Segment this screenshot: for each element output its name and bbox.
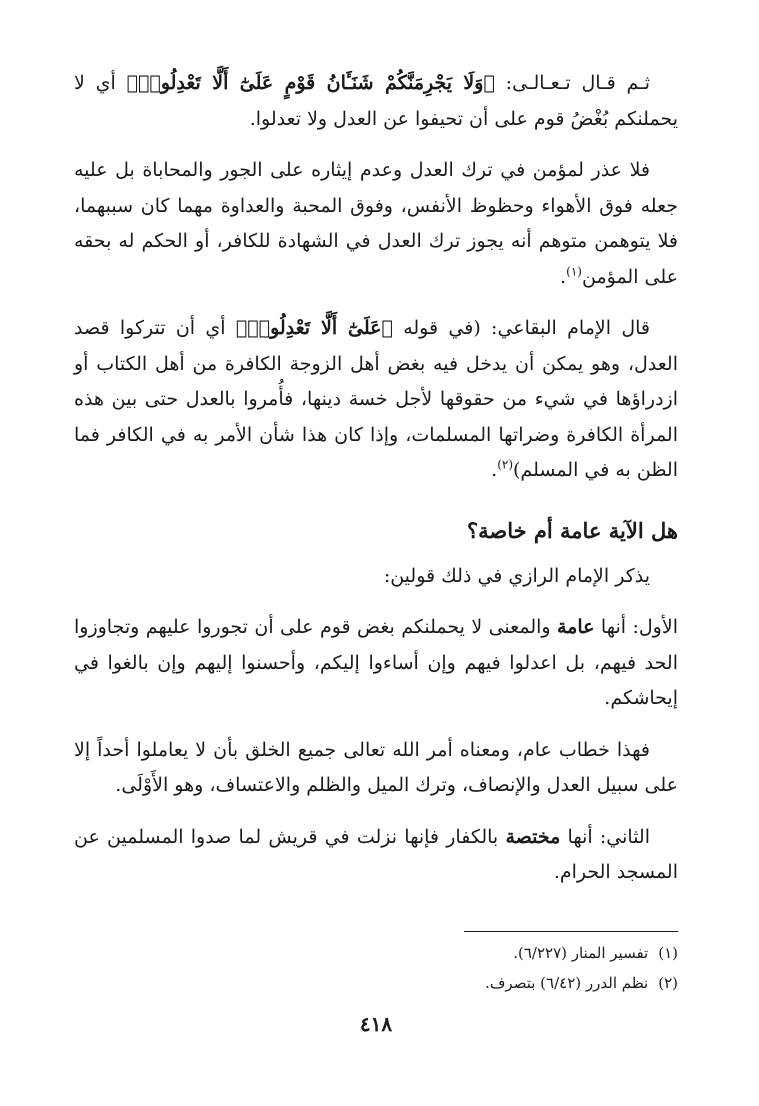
paragraph-2-tail: . <box>560 265 567 288</box>
footnotes <box>74 938 678 998</box>
quran-verse: ﴿عَلَىٰٓ أَلَّا تَعْدِلُوا۟﴾ <box>235 317 393 339</box>
paragraph-3-lead: قال الإمام البقاعي: (في قوله <box>392 317 650 339</box>
section-heading: هل الآية عامة أم خاصة؟ <box>466 517 678 543</box>
paragraph-1 <box>74 66 678 137</box>
footnote-text: نظم الدرر (٦/٤٢) بتصرف. <box>485 974 649 992</box>
footnote-divider <box>464 931 678 932</box>
paragraph-2 <box>74 153 678 295</box>
paragraph-6: فهذا خطاب عام، ومعناه أمر الله تعالى جميع الخلق بأن لا يعاملوا أحداً إلا على سبيل العدل والإنصاف، وترك الميل والظلم والاعتساف، وهو الأَوْلَى. <box>74 738 678 796</box>
page-number: ٤١٨ <box>359 1012 393 1036</box>
footnote-ref-2[interactable]: (٢) <box>497 457 514 472</box>
footnote-ref-1[interactable]: (١) <box>566 264 582 279</box>
paragraph-5-text: والمعنى لا يحملنكم بغض قوم على أن تجوروا عليهم وتجاوزوا الحد فيهم، بل اعدلوا فيهم وإن أساءوا إليكم، وأحسنوا إليهم وإن بالغوا في إيحاشكم. <box>74 616 678 709</box>
keyword-specific: مختصة <box>505 825 561 848</box>
paragraph-1-lead: ثـم قـال تـعـالـى: <box>494 72 650 94</box>
paragraph-4: يذكر الإمام الرازي في ذلك قولين: <box>383 564 650 587</box>
paragraph-7 <box>74 820 678 891</box>
footnote-text: تفسير المنار (٦/٢٢٧). <box>513 944 649 962</box>
paragraph-7-text: بالكفار فإنها نزلت في قريش لما صدوا المسلمين عن المسجد الحرام. <box>74 825 678 883</box>
paragraph-3-text: أي أن تتركوا قصد العدل، وهو يمكن أن يدخل فيه بغض أهل الزوجة الكافرة من أهل الكتاب أو ازدراؤها في شيء من حقوقها لأجل خسة دينها، فأُمروا بالعدل حتى بين هذه المرأة الكافرة وضراتها المسلمات، وإذا كان هذا شأن الأمر به في الكافر فما الظن به في المسلم) <box>74 317 678 481</box>
paragraph-3 <box>74 311 678 489</box>
paragraph-2-text: فلا عذر لمؤمن في ترك العدل وعدم إيثاره على الجور والمحاباة بل عليه جعله فوق الأهواء وحظوظ الأنفس، وفوق المحبة والعداوة مهما كان سببهما، فلا يتوهمن متوهم أنه يجوز ترك العدل في الشهادة للكافر، أو الحكم له بحقه على المؤمن <box>74 159 678 288</box>
footnote-number: (١) <box>658 944 678 962</box>
paragraph-5 <box>74 610 678 717</box>
footnote-1 <box>74 938 678 968</box>
paragraph-5-lead: الأول: أنها <box>594 616 678 638</box>
book-page <box>74 66 678 1066</box>
quran-verse: ﴿وَلَا يَجْرِمَنَّكُمْ شَنَـَٔانُ قَوْمٍ عَلَىٰٓ أَلَّا تَعْدِلُوا۟﴾ <box>126 72 495 94</box>
footnote-2 <box>74 968 678 998</box>
paragraph-1-tail: أي لا يحملنكم بُغْضُ قوم على أن تحيفوا عن العدل ولا تعدلوا. <box>74 72 678 130</box>
footnote-number: (٢) <box>658 974 678 992</box>
keyword-general: عامة <box>557 616 595 638</box>
paragraph-3-tail: . <box>491 459 498 481</box>
paragraph-7-lead: الثاني: أنها <box>560 825 650 848</box>
